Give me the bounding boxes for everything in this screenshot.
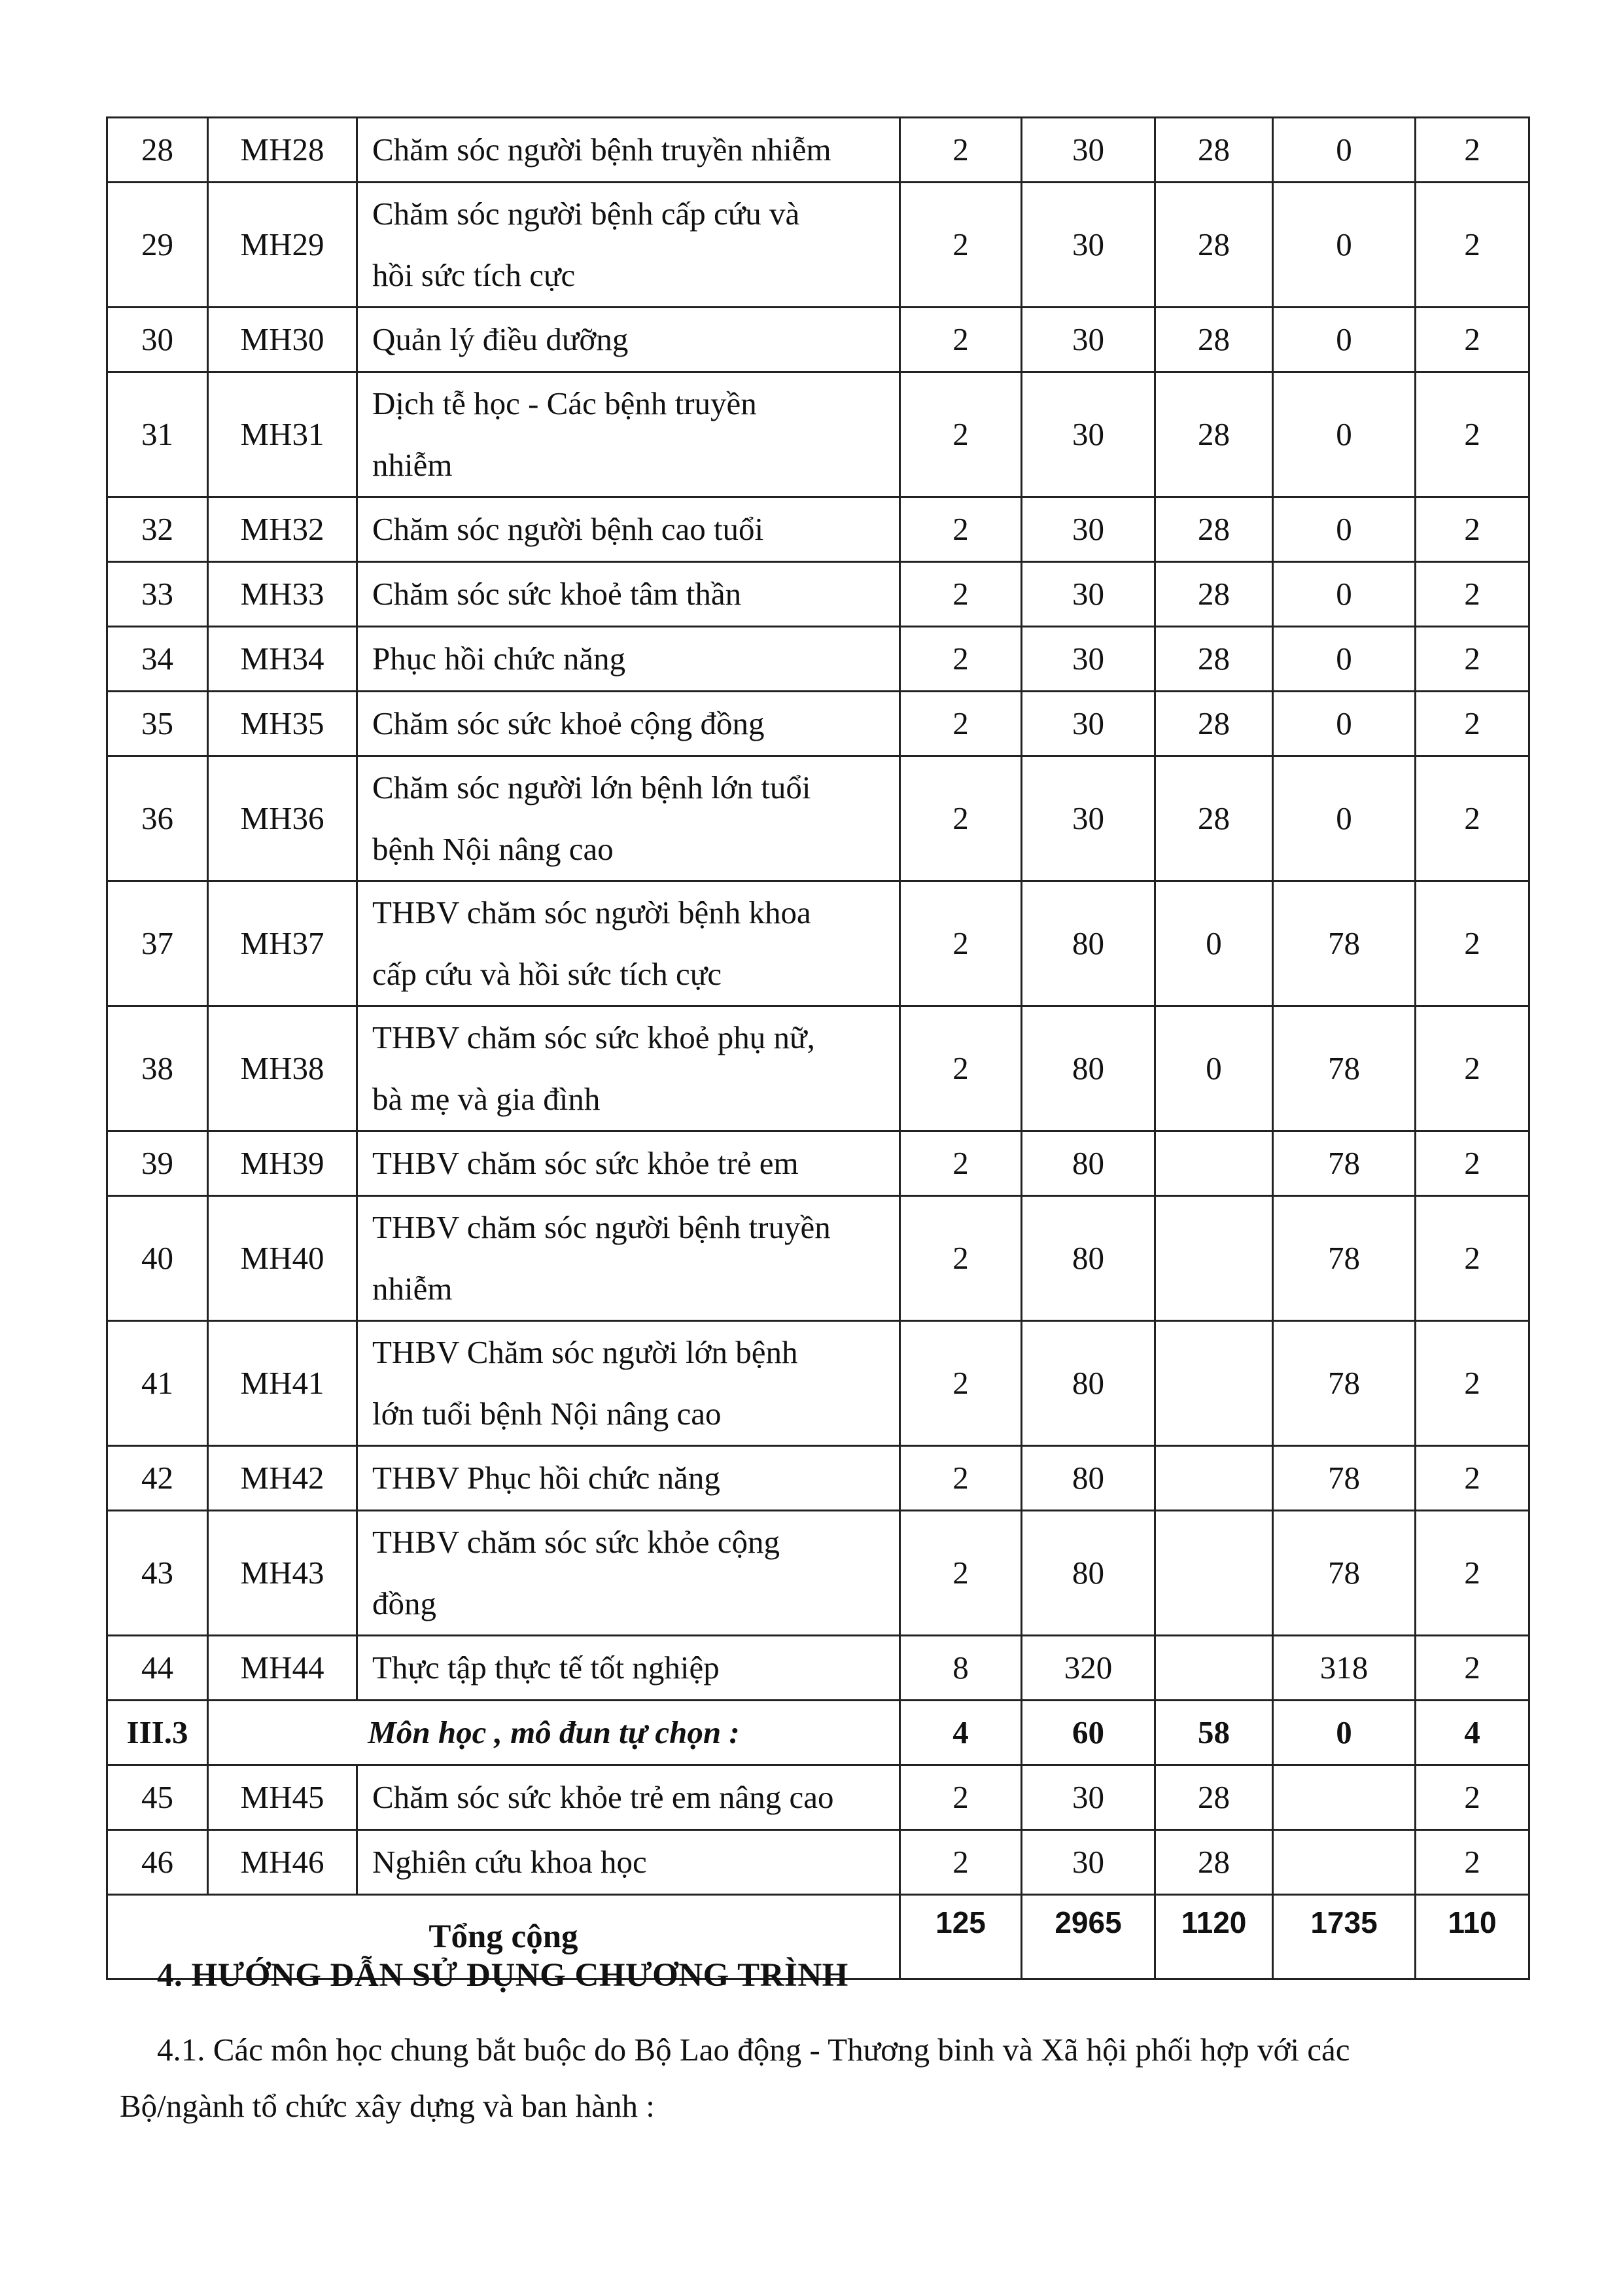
course-code: MH28: [208, 118, 357, 183]
cell-theory: 0: [1155, 881, 1273, 1006]
row-number: 44: [107, 1636, 208, 1701]
table-row: [107, 1765, 1529, 1830]
cell-total: 30: [1022, 562, 1155, 627]
course-code: MH44: [208, 1636, 357, 1701]
row-number: 33: [107, 562, 208, 627]
course-name-line: THBV chăm sóc sức khỏe trẻ em: [372, 1145, 799, 1181]
section-id: III.3: [107, 1701, 208, 1765]
cell-credits: 2: [900, 692, 1022, 756]
cell-exam: 2: [1416, 1511, 1529, 1636]
course-name: [357, 183, 900, 308]
cell-practice: 0: [1273, 308, 1416, 372]
cell-practice: 0: [1273, 692, 1416, 756]
cell-credits: 2: [900, 627, 1022, 692]
course-name: [357, 118, 900, 183]
cell-practice: 0: [1273, 627, 1416, 692]
grand-total-practice: 1735: [1273, 1895, 1416, 1979]
cell-theory: 28: [1155, 1765, 1273, 1830]
paragraph-4-1-line-2: Bộ/ngành tổ chức xây dựng và ban hành :: [120, 2088, 655, 2124]
table-row: [107, 1006, 1529, 1131]
course-name-line: Thực tập thực tế tốt nghiệp: [372, 1650, 720, 1686]
cell-exam: 2: [1416, 372, 1529, 497]
cell-credits: 2: [900, 1446, 1022, 1511]
section-total: 60: [1022, 1701, 1155, 1765]
course-name-line: Chăm sóc người lớn bệnh lớn tuổi: [372, 769, 811, 805]
row-number: 36: [107, 756, 208, 881]
cell-exam: 2: [1416, 562, 1529, 627]
cell-exam: 2: [1416, 1636, 1529, 1701]
cell-credits: 2: [900, 1321, 1022, 1446]
course-name-line: bệnh Nội nâng cao: [372, 831, 614, 867]
course-code: MH37: [208, 881, 357, 1006]
table-row: [107, 1131, 1529, 1196]
cell-exam: 2: [1416, 1830, 1529, 1895]
cell-total: 80: [1022, 1006, 1155, 1131]
cell-total: 30: [1022, 692, 1155, 756]
cell-total: 30: [1022, 497, 1155, 562]
row-number: 35: [107, 692, 208, 756]
course-code: MH33: [208, 562, 357, 627]
cell-practice: 78: [1273, 1131, 1416, 1196]
cell-exam: 2: [1416, 497, 1529, 562]
course-name-line: Chăm sóc người bệnh truyền nhiễm: [372, 132, 831, 168]
course-name-line: THBV chăm sóc sức khỏe cộng: [372, 1524, 780, 1560]
cell-practice: 78: [1273, 1511, 1416, 1636]
course-name: [357, 627, 900, 692]
course-name-line: THBV Phục hồi chức năng: [372, 1460, 720, 1496]
curriculum-table: [106, 116, 1530, 1980]
section-theory: 58: [1155, 1701, 1273, 1765]
table-row: [107, 372, 1529, 497]
section-title: Môn học , mô đun tự chọn :: [208, 1701, 900, 1765]
table-row: [107, 1321, 1529, 1446]
course-name-line: Quản lý điều dưỡng: [372, 321, 629, 357]
grand-total-theory: 1120: [1155, 1895, 1273, 1979]
row-number: 31: [107, 372, 208, 497]
cell-credits: 2: [900, 1830, 1022, 1895]
cell-exam: 2: [1416, 756, 1529, 881]
table-row: [107, 756, 1529, 881]
section-practice: 0: [1273, 1701, 1416, 1765]
course-name-line: hồi sức tích cực: [372, 257, 576, 293]
cell-theory: [1155, 1511, 1273, 1636]
course-name-line: Chăm sóc người bệnh cấp cứu và: [372, 196, 800, 232]
course-code: MH35: [208, 692, 357, 756]
cell-exam: 2: [1416, 1196, 1529, 1321]
cell-credits: 2: [900, 756, 1022, 881]
course-name-line: bà mẹ và gia đình: [372, 1081, 601, 1117]
course-code: MH43: [208, 1511, 357, 1636]
cell-practice: 78: [1273, 1196, 1416, 1321]
table-row: [107, 881, 1529, 1006]
cell-credits: 2: [900, 1765, 1022, 1830]
table-row: [107, 627, 1529, 692]
cell-credits: 2: [900, 1196, 1022, 1321]
cell-practice: 0: [1273, 183, 1416, 308]
grand-total-total: 2965: [1022, 1895, 1155, 1979]
course-name-line: THBV Chăm sóc người lớn bệnh: [372, 1334, 798, 1370]
table-row: [107, 1446, 1529, 1511]
course-name: [357, 1196, 900, 1321]
cell-credits: 2: [900, 1511, 1022, 1636]
course-code: MH41: [208, 1321, 357, 1446]
cell-exam: 2: [1416, 118, 1529, 183]
row-number: 41: [107, 1321, 208, 1446]
course-name: [357, 1830, 900, 1895]
cell-total: 80: [1022, 1446, 1155, 1511]
cell-total: 30: [1022, 1830, 1155, 1895]
cell-credits: 2: [900, 372, 1022, 497]
cell-total: 320: [1022, 1636, 1155, 1701]
cell-practice: 78: [1273, 881, 1416, 1006]
cell-theory: 28: [1155, 1830, 1273, 1895]
cell-practice: 0: [1273, 562, 1416, 627]
course-code: MH39: [208, 1131, 357, 1196]
course-name-line: THBV chăm sóc sức khoẻ phụ nữ,: [372, 1019, 815, 1055]
table-row: [107, 308, 1529, 372]
course-name: [357, 1446, 900, 1511]
course-code: MH46: [208, 1830, 357, 1895]
cell-credits: 2: [900, 1006, 1022, 1131]
cell-theory: 28: [1155, 183, 1273, 308]
table-row: [107, 118, 1529, 183]
cell-total: 30: [1022, 627, 1155, 692]
course-name: [357, 562, 900, 627]
row-number: 32: [107, 497, 208, 562]
row-number: 39: [107, 1131, 208, 1196]
row-number: 28: [107, 118, 208, 183]
table-row: [107, 497, 1529, 562]
course-code: MH45: [208, 1765, 357, 1830]
table-row: [107, 562, 1529, 627]
course-name: [357, 1321, 900, 1446]
course-code: MH38: [208, 1006, 357, 1131]
course-code: MH40: [208, 1196, 357, 1321]
cell-exam: 2: [1416, 1006, 1529, 1131]
cell-exam: 2: [1416, 692, 1529, 756]
cell-theory: 0: [1155, 1006, 1273, 1131]
section-exam: 4: [1416, 1701, 1529, 1765]
cell-total: 80: [1022, 1511, 1155, 1636]
cell-total: 30: [1022, 1765, 1155, 1830]
cell-theory: 28: [1155, 497, 1273, 562]
cell-theory: [1155, 1321, 1273, 1446]
cell-exam: 2: [1416, 627, 1529, 692]
cell-total: 80: [1022, 1196, 1155, 1321]
cell-total: 30: [1022, 118, 1155, 183]
cell-theory: 28: [1155, 756, 1273, 881]
cell-total: 30: [1022, 183, 1155, 308]
row-number: 38: [107, 1006, 208, 1131]
table-row: [107, 1511, 1529, 1636]
table-body: [107, 118, 1529, 1979]
cell-total: 30: [1022, 756, 1155, 881]
table-row: [107, 1636, 1529, 1701]
course-name: [357, 692, 900, 756]
cell-practice: [1273, 1830, 1416, 1895]
cell-practice: 0: [1273, 118, 1416, 183]
course-name-line: đồng: [372, 1585, 436, 1621]
table-row: [107, 183, 1529, 308]
cell-practice: 78: [1273, 1006, 1416, 1131]
cell-practice: 78: [1273, 1321, 1416, 1446]
cell-credits: 2: [900, 308, 1022, 372]
course-name-line: Phục hồi chức năng: [372, 641, 626, 677]
row-number: 40: [107, 1196, 208, 1321]
course-code: MH31: [208, 372, 357, 497]
course-name: [357, 1511, 900, 1636]
course-name: [357, 372, 900, 497]
grand-total-credits: 125: [900, 1895, 1022, 1979]
cell-total: 80: [1022, 1131, 1155, 1196]
cell-theory: [1155, 1196, 1273, 1321]
course-name-line: Chăm sóc sức khỏe trẻ em nâng cao: [372, 1779, 834, 1815]
cell-exam: 2: [1416, 1446, 1529, 1511]
course-code: MH29: [208, 183, 357, 308]
course-name-line: lớn tuổi bệnh Nội nâng cao: [372, 1396, 722, 1432]
section-row: [107, 1701, 1529, 1765]
cell-practice: 0: [1273, 372, 1416, 497]
row-number: 37: [107, 881, 208, 1006]
row-number: 43: [107, 1511, 208, 1636]
row-number: 30: [107, 308, 208, 372]
cell-exam: 2: [1416, 1765, 1529, 1830]
course-name: [357, 308, 900, 372]
cell-exam: 2: [1416, 183, 1529, 308]
table-row: [107, 692, 1529, 756]
course-name: [357, 1636, 900, 1701]
course-name-line: Chăm sóc sức khoẻ cộng đồng: [372, 705, 765, 741]
cell-theory: 28: [1155, 118, 1273, 183]
course-code: MH42: [208, 1446, 357, 1511]
course-name-line: nhiễm: [372, 447, 453, 483]
cell-credits: 2: [900, 881, 1022, 1006]
cell-practice: 318: [1273, 1636, 1416, 1701]
section-4-heading: 4. HƯỚNG DẪN SỬ DỤNG CHƯƠNG TRÌNH: [157, 1957, 848, 1994]
cell-exam: 2: [1416, 1131, 1529, 1196]
table-row: [107, 1830, 1529, 1895]
course-name-line: cấp cứu và hồi sức tích cực: [372, 956, 722, 992]
course-name: [357, 1765, 900, 1830]
cell-theory: [1155, 1636, 1273, 1701]
cell-credits: 8: [900, 1636, 1022, 1701]
course-code: MH36: [208, 756, 357, 881]
cell-exam: 2: [1416, 1321, 1529, 1446]
course-name-line: THBV chăm sóc người bệnh khoa: [372, 894, 811, 930]
cell-total: 80: [1022, 881, 1155, 1006]
course-name: [357, 881, 900, 1006]
cell-practice: [1273, 1765, 1416, 1830]
course-name-line: nhiễm: [372, 1271, 453, 1307]
row-number: 45: [107, 1765, 208, 1830]
cell-credits: 2: [900, 183, 1022, 308]
row-number: 46: [107, 1830, 208, 1895]
cell-total: 30: [1022, 308, 1155, 372]
cell-credits: 2: [900, 562, 1022, 627]
course-name: [357, 1006, 900, 1131]
cell-practice: 78: [1273, 1446, 1416, 1511]
course-name: [357, 1131, 900, 1196]
cell-practice: 0: [1273, 756, 1416, 881]
row-number: 42: [107, 1446, 208, 1511]
cell-theory: 28: [1155, 627, 1273, 692]
course-name-line: Dịch tễ học - Các bệnh truyền: [372, 385, 757, 421]
cell-theory: 28: [1155, 308, 1273, 372]
course-name-line: Nghiên cứu khoa học: [372, 1844, 647, 1880]
cell-theory: 28: [1155, 372, 1273, 497]
section-credits: 4: [900, 1701, 1022, 1765]
course-name: [357, 756, 900, 881]
cell-theory: [1155, 1131, 1273, 1196]
course-name: [357, 497, 900, 562]
table-row: [107, 1196, 1529, 1321]
course-code: MH32: [208, 497, 357, 562]
row-number: 29: [107, 183, 208, 308]
course-name-line: Chăm sóc người bệnh cao tuổi: [372, 511, 764, 547]
cell-exam: 2: [1416, 308, 1529, 372]
cell-total: 30: [1022, 372, 1155, 497]
cell-exam: 2: [1416, 881, 1529, 1006]
cell-credits: 2: [900, 497, 1022, 562]
cell-credits: 2: [900, 118, 1022, 183]
row-number: 34: [107, 627, 208, 692]
course-code: MH34: [208, 627, 357, 692]
cell-credits: 2: [900, 1131, 1022, 1196]
cell-theory: 28: [1155, 692, 1273, 756]
paragraph-4-1-line-1: 4.1. Các môn học chung bắt buộc do Bộ Lao động - Thương binh và Xã hội phối hợp với các: [157, 2032, 1350, 2068]
cell-total: 80: [1022, 1321, 1155, 1446]
grand-total-exam: 110: [1416, 1895, 1529, 1979]
cell-theory: [1155, 1446, 1273, 1511]
course-code: MH30: [208, 308, 357, 372]
paragraph-4-1: [120, 2022, 1505, 2134]
grand-total-label: Tổng cộng: [107, 1895, 900, 1979]
course-name-line: Chăm sóc sức khoẻ tâm thần: [372, 576, 742, 612]
cell-theory: 28: [1155, 562, 1273, 627]
course-name-line: THBV chăm sóc người bệnh truyền: [372, 1209, 831, 1245]
cell-practice: 0: [1273, 497, 1416, 562]
